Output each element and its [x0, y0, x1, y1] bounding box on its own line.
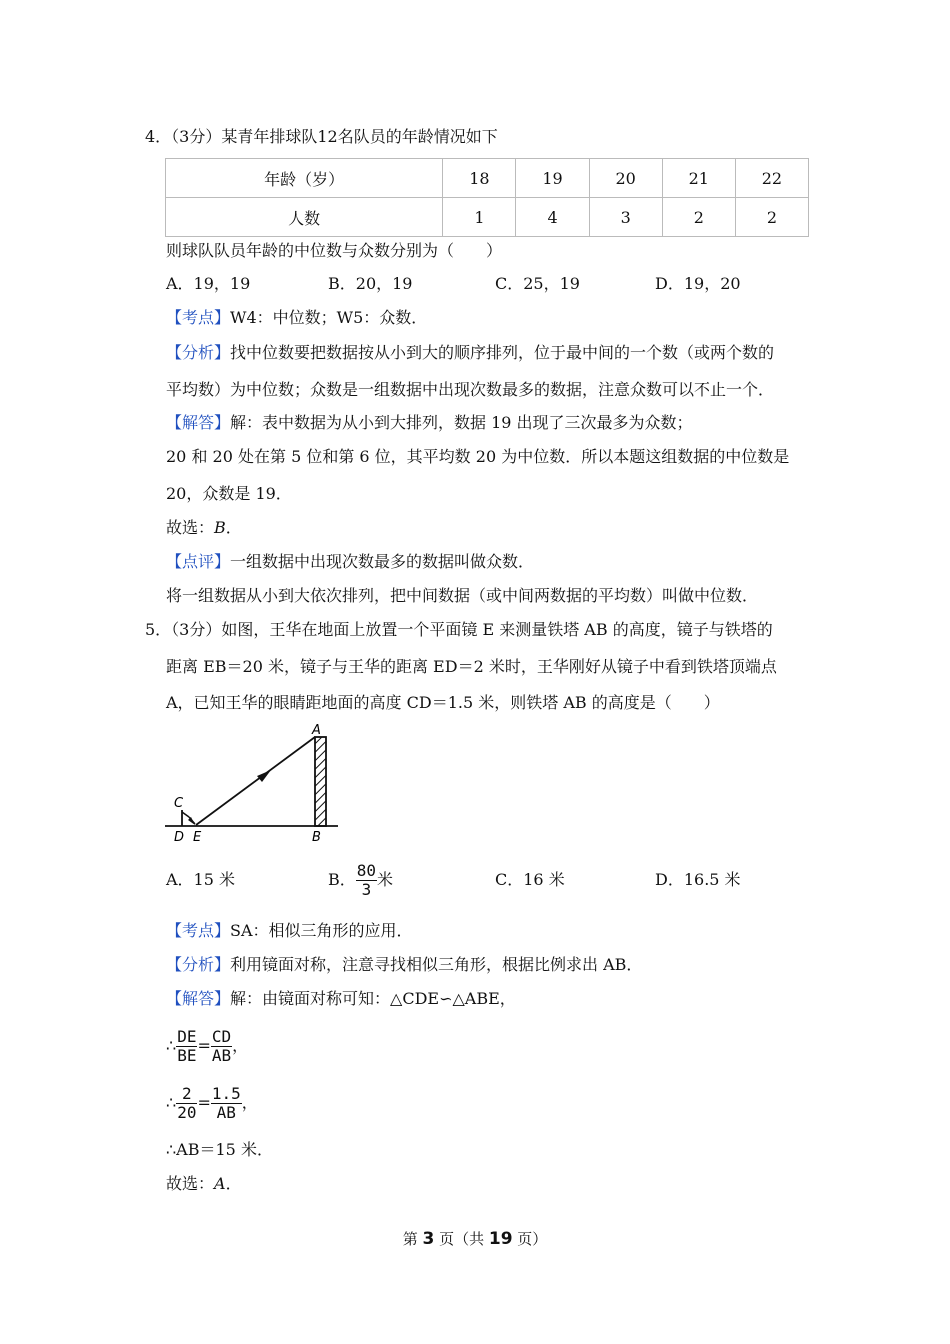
punctuation: ，	[232, 1036, 249, 1055]
q5-step3: ∴AB＝15 米．	[166, 1140, 273, 1159]
table-cell: 3	[589, 198, 662, 237]
table-cell: 20	[589, 159, 662, 198]
age-table	[165, 158, 809, 237]
table-cell: 21	[662, 159, 735, 198]
q4-fenxi	[166, 343, 774, 363]
label-e: E	[193, 830, 202, 845]
footer-mid: 页（共	[434, 1230, 489, 1248]
fraction-denominator: 20	[177, 1103, 197, 1122]
fraction-numerator: 80	[356, 861, 377, 880]
q5-option-d: D．16.5 米	[655, 870, 741, 889]
fenxi-tag: 【分析】	[166, 955, 231, 974]
q5-fenxi	[166, 955, 642, 975]
fraction-denominator: AB	[216, 1103, 236, 1122]
fraction-numerator: 1.5	[211, 1084, 241, 1103]
fraction-denominator: 3	[361, 880, 372, 899]
kaodian-tag: 【考点】	[166, 308, 231, 327]
total-pages: 19	[488, 1229, 513, 1249]
arrow-head	[257, 770, 271, 782]
option-b-prefix: B．	[328, 870, 356, 889]
therefore-symbol: ∴	[166, 1036, 177, 1055]
table-cell: 4	[516, 198, 589, 237]
table-cell: 1	[443, 198, 516, 237]
page-footer	[0, 1228, 950, 1249]
jieda-tag: 【解答】	[166, 413, 231, 432]
q4-jieda	[166, 413, 693, 433]
q5-answer	[166, 1174, 242, 1194]
equals-sign: =	[197, 1036, 211, 1055]
table-cell: 2	[662, 198, 735, 237]
kaodian-tag: 【考点】	[166, 921, 231, 940]
fraction-numerator: DE	[177, 1027, 197, 1046]
jieda-text: 解：表中数据为从小到大排列，数据 19 出现了三次最多为众数；	[230, 413, 693, 432]
q5-header: 5．（3分）如图，王华在地面上放置一个平面镜 E 来测量铁塔 AB 的高度，镜子与铁塔的	[145, 620, 773, 639]
q5-text-3: A，已知王华的眼睛距地面的高度 CD＝1.5 米，则铁塔 AB 的高度是（ ）	[166, 693, 720, 712]
tower	[315, 737, 326, 826]
table-row	[166, 159, 809, 198]
kaodian-text: SA：相似三角形的应用．	[230, 921, 413, 940]
dianping-text: 一组数据中出现次数最多的数据叫做众数．	[230, 552, 535, 571]
page-number: 3	[422, 1229, 435, 1249]
q4-option-b: B．20，19	[328, 274, 413, 293]
q4-fenxi-cont: 平均数）为中位数；众数是一组数据中出现次数最多的数据，注意众数可以不止一个．	[166, 380, 775, 399]
label-c: C	[174, 796, 184, 811]
answer-prefix: 故选：	[166, 518, 215, 537]
table-cell: 年龄（岁）	[166, 159, 443, 198]
q5-step2	[166, 1083, 258, 1123]
footer-post: 页）	[512, 1230, 548, 1248]
q4-option-d: D．19，20	[655, 274, 741, 293]
therefore-symbol: ∴	[166, 1093, 177, 1112]
dianping-tag: 【点评】	[166, 552, 231, 571]
option-b-suffix: 米	[377, 870, 394, 889]
q5-jieda	[166, 989, 516, 1009]
q4-dianping	[166, 552, 534, 572]
q4-answer	[166, 518, 242, 538]
sight-line-ea	[196, 737, 315, 825]
table-row	[166, 198, 809, 237]
table-cell: 18	[443, 159, 516, 198]
q4-jieda-cont: 20 和 20 处在第 5 位和第 6 位，其平均数 20 为中位数．所以本题这组数据的中位数是	[166, 447, 790, 466]
fraction-numerator: 2	[176, 1085, 197, 1104]
table-cell: 2	[735, 198, 808, 237]
q5-option-b	[328, 862, 393, 899]
q4-jieda-cont2: 20，众数是 19．	[166, 484, 292, 503]
fraction-1.5-ab	[211, 1085, 242, 1122]
sight-line-cd	[182, 812, 189, 817]
fraction-cd-ab	[211, 1028, 232, 1065]
jieda-text: 解：由镜面对称可知：△CDE∽△ABE，	[230, 989, 516, 1008]
label-b: B	[312, 830, 321, 845]
q4-kaodian	[166, 308, 427, 328]
q4-header: 4．（3分）某青年排球队12名队员的年龄情况如下	[145, 127, 498, 146]
punctuation: ，	[241, 1093, 258, 1112]
fraction-80-3	[356, 862, 377, 899]
table-cell: 人数	[166, 198, 443, 237]
equals-sign: =	[197, 1093, 211, 1112]
footer-pre: 第	[402, 1230, 423, 1248]
fraction-2-20	[176, 1085, 197, 1122]
q4-option-c: C．25，19	[495, 274, 580, 293]
fenxi-tag: 【分析】	[166, 343, 231, 362]
q5-kaodian	[166, 921, 413, 941]
q5-text-2: 距离 EB＝20 米，镜子与王华的距离 ED＝2 米时，王华刚好从镜子中看到铁塔顶端点	[166, 657, 777, 676]
q4-question: 则球队队员年龄的中位数与众数分别为（ ）	[166, 241, 503, 260]
fraction-numerator: CD	[211, 1027, 232, 1046]
label-d: D	[174, 830, 185, 845]
q5-option-c: C．16 米	[495, 870, 565, 889]
table-cell: 22	[735, 159, 808, 198]
q4-option-a: A．19，19	[166, 274, 251, 293]
q4-dianping-cont: 将一组数据从小到大依次排列，把中间数据（或中间两数据的平均数）叫做中位数．	[166, 586, 759, 605]
answer-letter: B	[214, 518, 226, 537]
mirror-tower-figure	[160, 720, 345, 850]
label-a: A	[312, 723, 321, 738]
fenxi-text: 利用镜面对称，注意寻找相似三角形，根据比例求出 AB．	[230, 955, 643, 974]
kaodian-text: W4：中位数；W5：众数．	[230, 308, 428, 327]
fraction-denominator: BE	[177, 1046, 197, 1065]
answer-suffix: ．	[225, 518, 242, 537]
q5-step1	[166, 1026, 248, 1066]
answer-prefix: 故选：	[166, 1174, 215, 1193]
table-cell: 19	[516, 159, 589, 198]
jieda-tag: 【解答】	[166, 989, 231, 1008]
answer-suffix: ．	[225, 1174, 242, 1193]
fenxi-text: 找中位数要把数据按从小到大的顺序排列，位于最中间的一个数（或两个数的	[230, 343, 775, 362]
fraction-de-be	[176, 1028, 197, 1065]
fraction-denominator: AB	[211, 1046, 232, 1065]
q5-option-a: A．15 米	[166, 870, 236, 889]
answer-letter: A	[214, 1174, 226, 1193]
